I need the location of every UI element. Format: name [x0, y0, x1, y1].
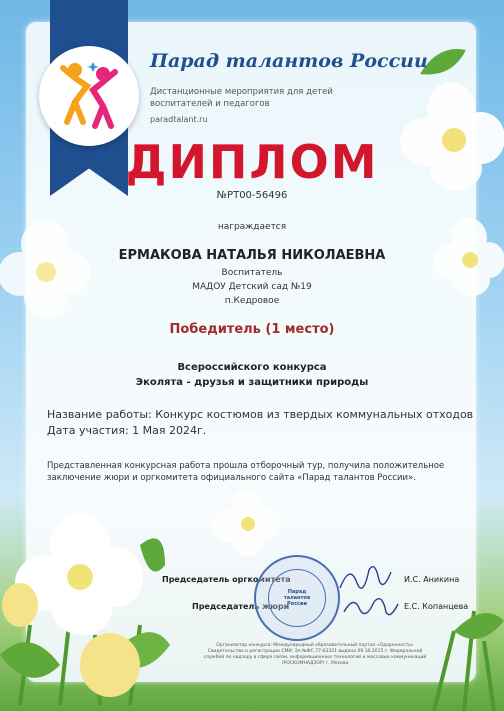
stamp-text-line: Парад [287, 589, 307, 595]
diploma-title: ДИПЛОМ [125, 135, 379, 189]
recipient-name: ЕРМАКОВА НАТАЛЬЯ НИКОЛАЕВНА [118, 248, 386, 263]
participation-date: Дата участия: 1 Мая 2024г. [47, 424, 207, 437]
selection-note: Представленная конкурсная работа прошла отборочный тур, получила положительное заключение жюри и оргкомитета официального сайта «Парад талантов России». [47, 461, 445, 483]
org-committee-chair-label: Председатель оргкомитета [162, 575, 291, 584]
contest-line-2: Эколята - друзья и защитники природы [135, 377, 369, 388]
awarded-label: награждается [217, 222, 287, 232]
stamp-text-line: России [286, 601, 308, 607]
flower-decoration-center-icon [212, 488, 282, 558]
jury-chair-name: Е.С. Копанцева [404, 602, 469, 611]
brand-logo [39, 46, 139, 146]
children-logo-icon [53, 56, 125, 136]
organizer-footer: Организатор конкурса: Международный образовательный портал «Одаренность» Свидетельство о регистрации СМИ: Эл №ФС 77-63331 выдано 09.10.2015 г. Федеральной службой по надзору в сфере связи, информационных технологий и массовых коммуникаций (РОСКОМНАДЗОР) г. Москва [203, 643, 427, 666]
recipient-position: Воспитатель [221, 268, 283, 278]
work-name: Название работы: Конкурс костюмов из твердых коммунальных отходов [47, 408, 474, 421]
jury-chair-label: Председатель жюри [192, 602, 290, 611]
stamp-text-line: талантов [283, 595, 311, 601]
recipient-organization: МАДОУ Детский сад №19 [192, 282, 312, 292]
recipient-location: п.Кедровое [224, 296, 280, 306]
official-stamp [254, 555, 340, 641]
brand-url: paradtalant.ru [150, 115, 208, 124]
contest-line-1: Всероссийского конкурса [177, 362, 327, 373]
flower-bouquet-bottom-left-icon [0, 505, 170, 705]
result-title: Победитель (1 место) [169, 322, 335, 337]
certificate-number: №РТ00-56496 [216, 190, 288, 201]
stamp-center [268, 569, 326, 627]
signature-jury-chair-icon [340, 592, 400, 622]
brand-subtitle: Дистанционные мероприятия для детей воспитателей и педагогов [150, 87, 333, 109]
org-committee-chair-name: И.С. Аникина [404, 575, 460, 584]
leaves-bottom-right-icon [424, 571, 504, 711]
brand-title: Парад талантов России [150, 50, 428, 72]
